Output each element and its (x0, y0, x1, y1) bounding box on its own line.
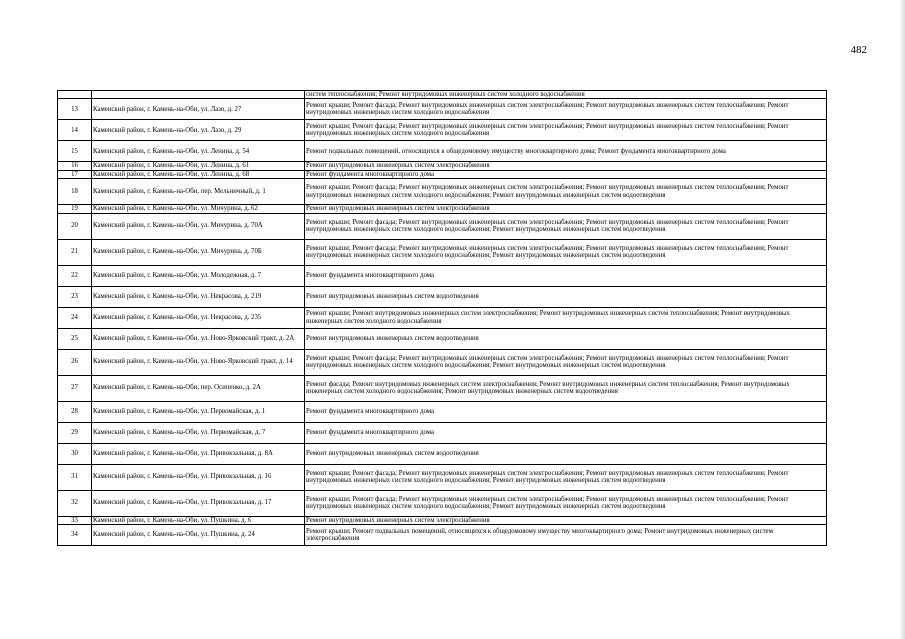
row-number: 21 (58, 239, 92, 265)
row-address: Каменский район, г. Камень-на-Оби, ул. Привокзальная, д. 16 (92, 464, 305, 490)
row-number: 25 (58, 328, 92, 349)
table-row (58, 443, 827, 464)
row-address: Каменский район, г. Камень-на-Оби, ул. Некрасова, д. 235 (92, 307, 305, 328)
row-address: Каменский район, г. Камень-на-Оби, ул. Первомайская, д. 1 (92, 401, 305, 422)
row-number: 30 (58, 443, 92, 464)
row-address: Каменский район, г. Камень-на-Оби, ул. Мичурина, д. 70Б (92, 239, 305, 265)
row-works: Ремонт внутридомовых инженерных систем электроснабжения (305, 205, 827, 213)
table-row (58, 265, 827, 286)
row-address: Каменский район, г. Камень-на-Оби, ул. Некрасова, д. 219 (92, 286, 305, 307)
row-works: Ремонт крыши; Ремонт внутридомовых инженерных систем электроснабжения; Ремонт внутридомовых инженерных систем теплоснабжения; Ремонт внутридомовых инженерных систем холодного водоснабжения (305, 307, 827, 328)
row-address: Каменский район, г. Камень-на-Оби, ул. Первомайская, д. 7 (92, 422, 305, 443)
row-works: Ремонт подвальных помещений, относящихся к общедомовому имуществу многоквартирного дома; Ремонт фундамента многоквартирного дома (305, 141, 827, 162)
row-number: 16 (58, 162, 92, 170)
row-works: Ремонт фундамента многоквартирного дома (305, 422, 827, 443)
table-row (58, 349, 827, 375)
row-works: Ремонт крыши; Ремонт фасада; Ремонт внутридомовых инженерных систем электроснабжения; Ремонт внутридомовых инженерных систем теплоснабжения; Ремонт внутридомовых инженерных систем холодного водоснабжения; Ремонт внутридомовых инженерных систем водоотведения (305, 464, 827, 490)
row-address: Каменский район, г. Камень-на-Оби, ул. Лазо, д. 29 (92, 120, 305, 141)
row-works: Ремонт внутридомовых инженерных систем электроснабжения (305, 162, 827, 170)
row-address: Каменский район, г. Камень-на-Оби, ул. Привокзальная, д. 17 (92, 490, 305, 516)
row-works: Ремонт фасада; Ремонт внутридомовых инженерных систем электроснабжения; Ремонт внутридомовых инженерных систем теплоснабжения; Ремонт внутридомовых инженерных систем холодного водоснабжения; Ремонт внутридомовых инженерных систем водоотведения (305, 375, 827, 401)
row-address: Каменский район, г. Камень-на-Оби, ул. Привокзальная, д. 8А (92, 443, 305, 464)
row-works: Ремонт внутридомовых инженерных систем электроснабжения (305, 516, 827, 524)
row-number: 26 (58, 349, 92, 375)
table-row (58, 141, 827, 162)
row-works: Ремонт крыши; Ремонт фасада; Ремонт внутридомовых инженерных систем электроснабжения; Ремонт внутридомовых инженерных систем теплоснабжения; Ремонт внутридомовых инженерных систем холодного водоснабжения (305, 99, 827, 120)
row-address: Каменский район, г. Камень-на-Оби, ул. Ленина, д. 68 (92, 170, 305, 178)
table-row (58, 375, 827, 401)
row-address (92, 91, 305, 99)
row-address: Каменский район, г. Камень-на-Оби, ул. Ленина, д. 54 (92, 141, 305, 162)
page-number: 482 (850, 44, 867, 56)
repair-program-table (57, 90, 827, 546)
row-address: Каменский район, г. Камень-на-Оби, ул. Молодежная, д. 7 (92, 265, 305, 286)
table-row (58, 162, 827, 170)
row-number (58, 91, 92, 99)
row-number: 28 (58, 401, 92, 422)
table-row (58, 205, 827, 213)
row-number: 23 (58, 286, 92, 307)
row-address: Каменский район, г. Камень-на-Оби, ул. Пушкина, д. 24 (92, 525, 305, 546)
row-works: Ремонт крыши; Ремонт фасада; Ремонт внутридомовых инженерных систем электроснабжения; Ремонт внутридомовых инженерных систем теплоснабжения; Ремонт внутридомовых инженерных систем холодного водоснабжения; Ремонт внутридомовых инженерных систем водоотведения (305, 213, 827, 239)
row-works: Ремонт внутридомовых инженерных систем водоотведения (305, 328, 827, 349)
row-number: 32 (58, 490, 92, 516)
table-row (58, 516, 827, 524)
row-number: 27 (58, 375, 92, 401)
row-number: 20 (58, 213, 92, 239)
row-address: Каменский район, г. Камень-на-Оби, пер. Осипенко, д. 2А (92, 375, 305, 401)
table-row (58, 490, 827, 516)
table-row (58, 179, 827, 205)
row-works: Ремонт внутридомовых инженерных систем водоотведения (305, 443, 827, 464)
row-works: Ремонт фундамента многоквартирного дома (305, 265, 827, 286)
row-number: 18 (58, 179, 92, 205)
row-number: 33 (58, 516, 92, 524)
row-works: Ремонт фундамента многоквартирного дома (305, 170, 827, 178)
row-works: систем теплоснабжения; Ремонт внутридомовых инженерных систем холодного водоснабжения (305, 91, 827, 99)
row-works: Ремонт крыши; Ремонт фасада; Ремонт внутридомовых инженерных систем электроснабжения; Ремонт внутридомовых инженерных систем теплоснабжения; Ремонт внутридомовых инженерных систем холодного водоснабжения; Ремонт внутридомовых инженерных систем водоотведения (305, 490, 827, 516)
table-row (58, 99, 827, 120)
table-row (58, 422, 827, 443)
row-address: Каменский район, г. Камень-на-Оби, ул. Мичурина, д. 62 (92, 205, 305, 213)
table-row (58, 120, 827, 141)
table-row (58, 239, 827, 265)
row-number: 22 (58, 265, 92, 286)
row-number: 13 (58, 99, 92, 120)
table-row (58, 525, 827, 546)
row-number: 14 (58, 120, 92, 141)
row-works: Ремонт крыши; Ремонт фасада; Ремонт внутридомовых инженерных систем электроснабжения; Ремонт внутридомовых инженерных систем теплоснабжения; Ремонт внутридомовых инженерных систем холодного водоснабжения; Ремонт внутридомовых инженерных систем водоотведения (305, 179, 827, 205)
row-address: Каменский район, г. Камень-на-Оби, ул. Ново-Ярковский тракт, д. 2А (92, 328, 305, 349)
row-address: Каменский район, г. Камень-на-Оби, ул. Мичурина, д. 70А (92, 213, 305, 239)
row-address: Каменский район, г. Камень-на-Оби, ул. Ново-Ярковский тракт, д. 14 (92, 349, 305, 375)
row-number: 29 (58, 422, 92, 443)
row-address: Каменский район, г. Камень-на-Оби, ул. Лазо, д. 27 (92, 99, 305, 120)
table-row (58, 170, 827, 178)
row-works: Ремонт крыши; Ремонт фасада; Ремонт внутридомовых инженерных систем электроснабжения; Ремонт внутридомовых инженерных систем теплоснабжения; Ремонт внутридомовых инженерных систем холодного водоснабжения; Ремонт внутридомовых инженерных систем водоотведения (305, 239, 827, 265)
table-row (58, 401, 827, 422)
table-row (58, 307, 827, 328)
row-works: Ремонт крыши; Ремонт фасада; Ремонт внутридомовых инженерных систем электроснабжения; Ремонт внутридомовых инженерных систем теплоснабжения; Ремонт внутридомовых инженерных систем холодного водоснабжения; Ремонт внутридомовых инженерных систем водоотведения (305, 349, 827, 375)
table-row (58, 286, 827, 307)
row-address: Каменский район, г. Камень-на-Оби, ул. Ленина, д. 61 (92, 162, 305, 170)
table-row (58, 213, 827, 239)
row-address: Каменский район, г. Камень-на-Оби, ул. Пушкина, д. 6 (92, 516, 305, 524)
row-number: 34 (58, 525, 92, 546)
row-works: Ремонт внутридомовых инженерных систем водоотведения (305, 286, 827, 307)
table-row (58, 328, 827, 349)
row-number: 15 (58, 141, 92, 162)
row-works: Ремонт крыши; Ремонт подвальных помещений, относящихся к общедомовому имуществу многоквартирного дома; Ремонт внутридомовых инженерных систем электроснабжения (305, 525, 827, 546)
table-row (58, 91, 827, 99)
table-row (58, 464, 827, 490)
row-number: 31 (58, 464, 92, 490)
row-number: 24 (58, 307, 92, 328)
row-number: 19 (58, 205, 92, 213)
row-number: 17 (58, 170, 92, 178)
row-address: Каменский район, г. Камень-на-Оби, пер. Мельничный, д. 1 (92, 179, 305, 205)
scan-edge-shadow (899, 0, 905, 639)
row-works: Ремонт крыши; Ремонт фасада; Ремонт внутридомовых инженерных систем электроснабжения; Ремонт внутридомовых инженерных систем теплоснабжения; Ремонт внутридомовых инженерных систем холодного водоснабжения (305, 120, 827, 141)
row-works: Ремонт фундамента многоквартирного дома (305, 401, 827, 422)
